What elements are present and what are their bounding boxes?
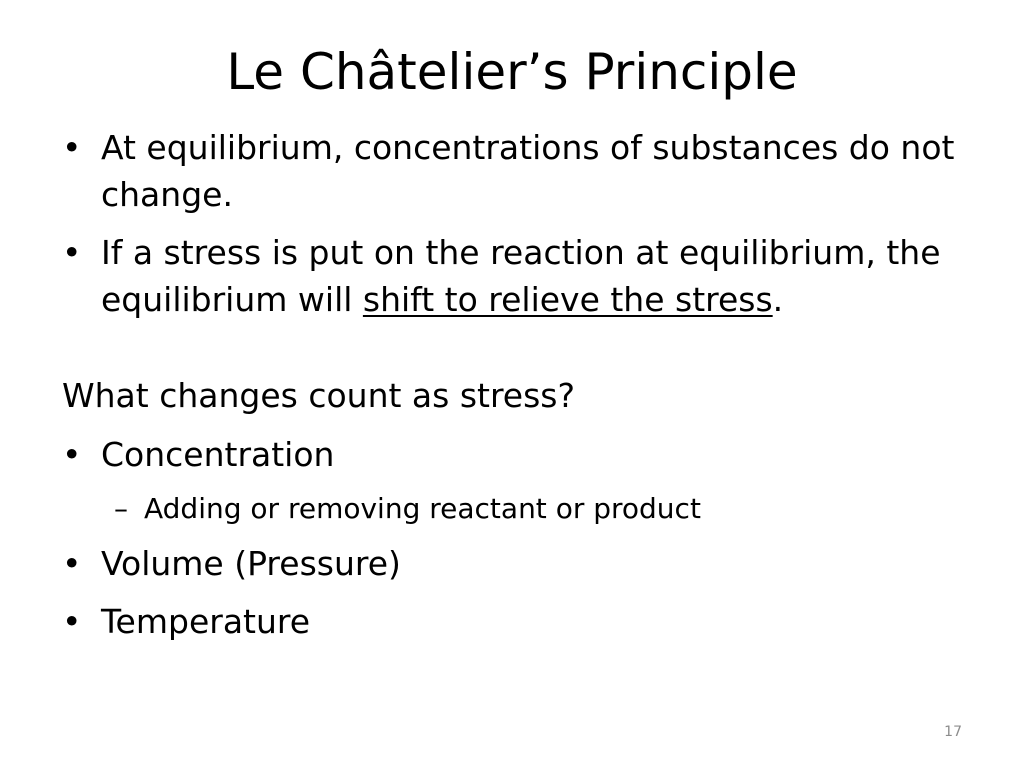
bullet-marker: • [62,544,82,583]
bullet-marker: • [62,233,82,272]
bullet-text: Temperature [101,602,311,641]
bullet-stress [62,229,982,323]
sub-bullet-text: Adding or removing reactant or product [144,492,701,525]
dash-marker: – [114,492,128,525]
bullet-marker: • [62,435,82,474]
slide-title: Le Châtelier’s Principle [226,43,798,101]
bullet-temperature [62,598,982,645]
slide-body [62,124,982,656]
sub-bullet-concentration [62,489,982,529]
bullet-text: Volume (Pressure) [101,544,401,583]
bullet-concentration [62,431,982,478]
bullet-text: Concentration [101,435,335,474]
underlined-phrase: shift to relieve the stress [362,280,773,319]
spacer [62,334,982,372]
bullet-equilibrium [62,124,982,218]
bullet-marker: • [62,602,82,641]
bullet-text-before: If a stress is put on the reaction at equilibrium, the equilibrium will [101,233,941,319]
bullet-marker: • [62,128,82,167]
question-line: What changes count as stress? [62,376,575,415]
bullet-text-after: . [772,280,784,319]
bullet-text: At equilibrium, concentrations of substances do not change. [101,128,955,214]
bullet-volume [62,540,982,587]
page-number: 17 [944,724,962,740]
